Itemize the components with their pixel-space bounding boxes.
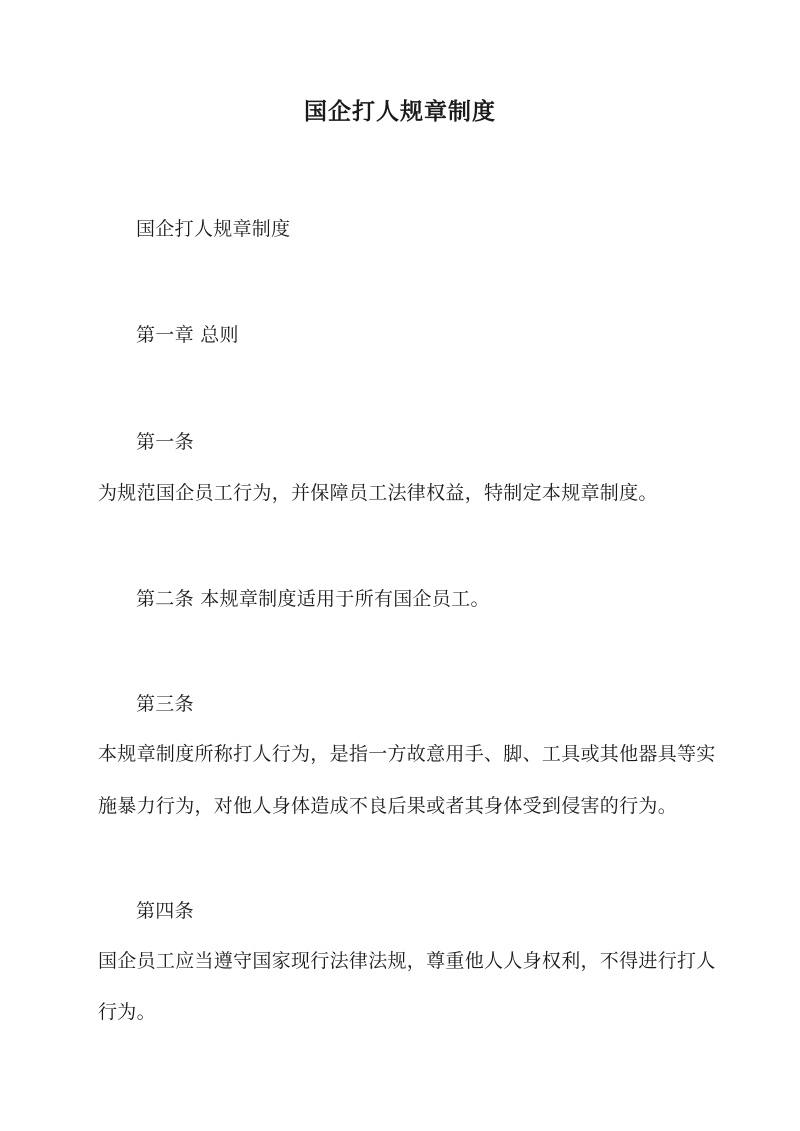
paragraph-line: 本规章制度所称打人行为，是指一方故意用手、脚、工具或其他器具等实 [98,743,716,765]
document-subtitle: 国企打人规章制度 [136,218,291,240]
article-heading: 第二条 本规章制度适用于所有国企员工。 [136,588,490,610]
document-title: 国企打人规章制度 [304,98,496,125]
chapter-heading: 第一章 总则 [136,324,239,346]
article-heading: 第三条 [136,693,194,715]
article-heading: 第四条 [136,900,194,922]
paragraph-line: 国企员工应当遵守国家现行法律法规，尊重他人人身权利，不得进行打人 [98,950,716,972]
paragraph-line: 为规范国企员工行为，并保障员工法律权益，特制定本规章制度。 [98,482,658,504]
paragraph-line: 施暴力行为，对他人身体造成不良后果或者其身体受到侵害的行为。 [98,795,678,817]
paragraph-line: 行为。 [98,1001,156,1023]
article-heading: 第一条 [136,431,194,453]
